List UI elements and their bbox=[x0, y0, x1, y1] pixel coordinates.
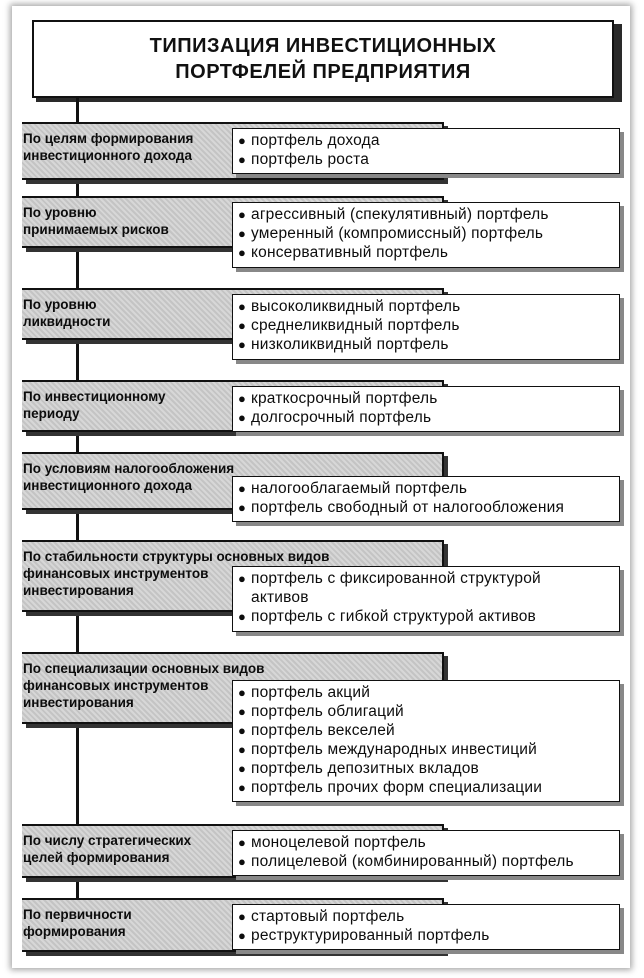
portfolio-types-box bbox=[232, 566, 620, 632]
bullet-icon: ● bbox=[238, 780, 247, 795]
portfolio-type-text: портфель международных инвестиций bbox=[251, 741, 538, 758]
bullet-icon: ● bbox=[238, 742, 247, 757]
category-label-line: По целям формирования bbox=[23, 131, 194, 146]
portfolio-type-item bbox=[238, 479, 615, 498]
portfolio-type-item bbox=[238, 683, 615, 702]
portfolio-type-item bbox=[238, 243, 615, 262]
portfolio-types-box bbox=[232, 294, 620, 360]
portfolio-type-text: моноцелевой портфель bbox=[251, 834, 426, 851]
portfolio-type-item bbox=[238, 721, 615, 740]
bullet-icon: ● bbox=[238, 245, 247, 260]
bullet-icon: ● bbox=[238, 481, 247, 496]
portfolio-types-box bbox=[232, 830, 620, 876]
category-label-line: инвестиционного дохода bbox=[23, 148, 192, 163]
category-label-line: инвестиционного дохода bbox=[23, 478, 192, 493]
category-label-line: целей формирования bbox=[23, 850, 170, 865]
portfolio-type-text: среднеликвидный портфель bbox=[251, 317, 460, 334]
portfolio-type-item bbox=[238, 607, 615, 626]
category-label bbox=[22, 454, 234, 494]
portfolio-types-box bbox=[232, 386, 620, 432]
category-label bbox=[22, 826, 191, 866]
portfolio-type-text: реструктурированный портфель bbox=[251, 927, 490, 944]
category-label bbox=[22, 900, 132, 940]
portfolio-type-text: умеренный (компромиссный) портфель bbox=[251, 225, 544, 242]
portfolio-type-item bbox=[238, 297, 615, 316]
bullet-icon: ● bbox=[238, 704, 247, 719]
bullet-icon: ● bbox=[238, 571, 247, 586]
bullet-icon: ● bbox=[238, 410, 247, 425]
portfolio-type-item bbox=[238, 852, 615, 871]
portfolio-type-item bbox=[238, 926, 615, 945]
category-label-line: ликвидности bbox=[23, 314, 111, 329]
portfolio-type-item bbox=[238, 907, 615, 926]
bullet-icon: ● bbox=[238, 723, 247, 738]
portfolio-types-box bbox=[232, 202, 620, 268]
portfolio-types-box bbox=[232, 128, 620, 174]
portfolio-type-item bbox=[238, 498, 615, 517]
portfolio-type-item bbox=[238, 778, 615, 797]
bullet-icon: ● bbox=[238, 835, 247, 850]
portfolio-type-item bbox=[238, 740, 615, 759]
category-label-line: По специализации основных видов bbox=[23, 661, 265, 676]
portfolio-type-text: портфель облигаций bbox=[251, 703, 404, 720]
portfolio-type-text: полицелевой (комбинированный) портфель bbox=[251, 853, 574, 870]
category-label-line: финансовых инструментов bbox=[23, 566, 209, 581]
category-label-line: периоду bbox=[23, 406, 80, 421]
bullet-icon: ● bbox=[238, 152, 247, 167]
bullet-icon: ● bbox=[238, 226, 247, 241]
category-label-line: финансовых инструментов bbox=[23, 678, 209, 693]
diagram-title bbox=[32, 20, 614, 98]
bullet-icon: ● bbox=[238, 761, 247, 776]
category-label bbox=[22, 124, 193, 164]
category-label-line: По инвестиционному bbox=[23, 389, 166, 404]
bullet-icon: ● bbox=[238, 391, 247, 406]
portfolio-type-text: портфель акций bbox=[251, 684, 371, 701]
portfolio-type-text: краткосрочный портфель bbox=[251, 390, 438, 407]
category-label-line: инвестирования bbox=[23, 695, 134, 710]
category-label-line: По стабильности структуры основных видов bbox=[23, 549, 330, 564]
portfolio-type-item bbox=[238, 389, 615, 408]
bullet-icon: ● bbox=[238, 909, 247, 924]
bullet-icon: ● bbox=[238, 609, 247, 624]
bullet-icon: ● bbox=[238, 928, 247, 943]
portfolio-type-item bbox=[238, 150, 615, 169]
category-label bbox=[22, 290, 110, 330]
portfolio-type-item bbox=[238, 316, 615, 335]
portfolio-type-text: портфель роста bbox=[251, 151, 370, 168]
portfolio-type-item bbox=[238, 224, 615, 243]
portfolio-type-item bbox=[238, 131, 615, 150]
portfolio-type-text: высоколиквидный портфель bbox=[251, 298, 461, 315]
bullet-icon: ● bbox=[238, 318, 247, 333]
portfolio-types-box bbox=[232, 904, 620, 950]
portfolio-type-text: долгосрочный портфель bbox=[251, 409, 432, 426]
bullet-icon: ● bbox=[238, 854, 247, 869]
category-label-line: По первичности bbox=[23, 907, 132, 922]
portfolio-type-item bbox=[238, 569, 615, 607]
portfolio-types-box bbox=[232, 680, 620, 802]
portfolio-type-text: стартовый портфель bbox=[251, 908, 405, 925]
bullet-icon: ● bbox=[238, 500, 247, 515]
category-label-line: По уровню bbox=[23, 205, 97, 220]
portfolio-type-text: портфель векселей bbox=[251, 722, 395, 739]
portfolio-type-text: портфель свободный от налогообложения bbox=[251, 499, 565, 516]
portfolio-type-text: агрессивный (спекулятивный) портфель bbox=[251, 206, 549, 223]
portfolio-type-item bbox=[238, 759, 615, 778]
category-label bbox=[22, 382, 166, 422]
portfolio-type-item bbox=[238, 408, 615, 427]
title-line-1: ТИПИЗАЦИЯ ИНВЕСТИЦИОННЫХ bbox=[149, 35, 497, 57]
portfolio-type-item bbox=[238, 702, 615, 721]
portfolio-type-text: портфель с фиксированной структурой активов bbox=[251, 570, 541, 606]
category-label-line: По условиям налогообложения bbox=[23, 461, 235, 476]
bullet-icon: ● bbox=[238, 685, 247, 700]
portfolio-types-box bbox=[232, 476, 620, 522]
bullet-icon: ● bbox=[238, 207, 247, 222]
portfolio-type-text: налогооблагаемый портфель bbox=[251, 480, 468, 497]
portfolio-type-text: портфель депозитных вкладов bbox=[251, 760, 479, 777]
portfolio-type-item bbox=[238, 205, 615, 224]
category-label-line: По уровню bbox=[23, 297, 97, 312]
bullet-icon: ● bbox=[238, 133, 247, 148]
category-label-line: По числу стратегических bbox=[23, 833, 192, 848]
category-label-line: инвестирования bbox=[23, 583, 134, 598]
portfolio-type-text: портфель прочих форм специализации bbox=[251, 779, 543, 796]
portfolio-type-text: консервативный портфель bbox=[251, 244, 449, 261]
category-label bbox=[22, 198, 169, 238]
portfolio-type-text: низколиквидный портфель bbox=[251, 336, 449, 353]
bullet-icon: ● bbox=[238, 337, 247, 352]
category-label-line: формирования bbox=[23, 924, 126, 939]
category-label bbox=[22, 654, 264, 711]
portfolio-type-item bbox=[238, 833, 615, 852]
bullet-icon: ● bbox=[238, 299, 247, 314]
portfolio-type-text: портфель дохода bbox=[251, 132, 380, 149]
portfolio-type-item bbox=[238, 335, 615, 354]
portfolio-type-text: портфель с гибкой структурой активов bbox=[251, 608, 536, 625]
category-label-line: принимаемых рисков bbox=[23, 222, 169, 237]
title-line-2: ПОРТФЕЛЕЙ ПРЕДПРИЯТИЯ bbox=[175, 61, 471, 83]
